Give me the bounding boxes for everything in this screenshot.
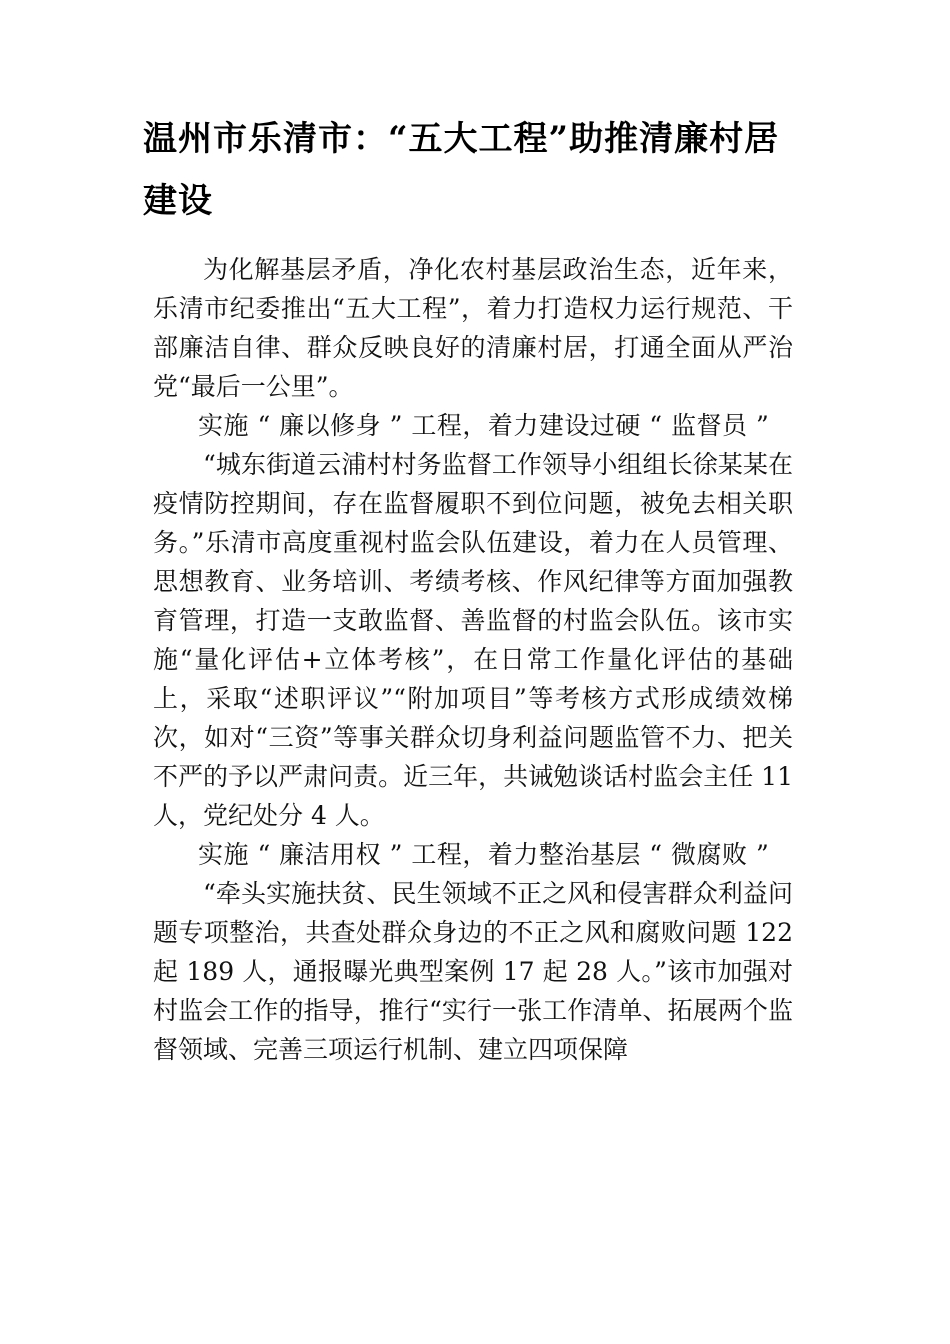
document-title: 温州市乐清市：“五大工程”助推清廉村居建设 [143, 119, 780, 221]
paragraph-corruption-rectification: “牵头实施扶贫、民生领域不正之风和侵害群众利益问题专项整治，共查处群众身边的不正之风和腐败问题 122 起 189 人，通报曝光典型案例 17 起 28 人。”该市加强对村监会工作的指导，推行“实行一张工作清单、拓展两个监督领域、完善三项运行机制、建立四项保障 [153, 879, 793, 1064]
paragraph-supervision-team: “城东街道云浦村村务监督工作领导小组组长徐某某在疫情防控期间，存在监督履职不到位问题，被免去相关职务。”乐清市高度重视村监会队伍建设，着力在人员管理、思想教育、业务培训、考绩考核、作风纪律等方面加强教育管理，打造一支敢监督、善监督的村监会队伍。该市实施“量化评估+立体考核”，在日常工作量化评估的基础上，采取“述职评议”“附加项目”等考核方式形成绩效梯次，如对“三资”等事关群众切身利益问题监管不力、把关不严的予以严肃问责。近三年，共诫勉谈话村监会主任 11 人，党纪处分 4 人。 [153, 450, 793, 830]
document-body [153, 250, 793, 1069]
paragraph-intro: 为化解基层矛盾，净化农村基层政治生态，近年来，乐清市纪委推出“五大工程”，着力打造权力运行规范、干部廉洁自律、群众反映良好的清廉村居，打通全面从严治党“最后一公里”。 [153, 255, 793, 401]
section-heading-lianyixiushen: 实施 “ 廉以修身 ” 工程，着力建设过硬 “ 监督员 ” [198, 411, 770, 440]
section-heading-lianjieyongquan: 实施 “ 廉洁用权 ” 工程，着力整治基层 “ 微腐败 ” [198, 840, 770, 869]
